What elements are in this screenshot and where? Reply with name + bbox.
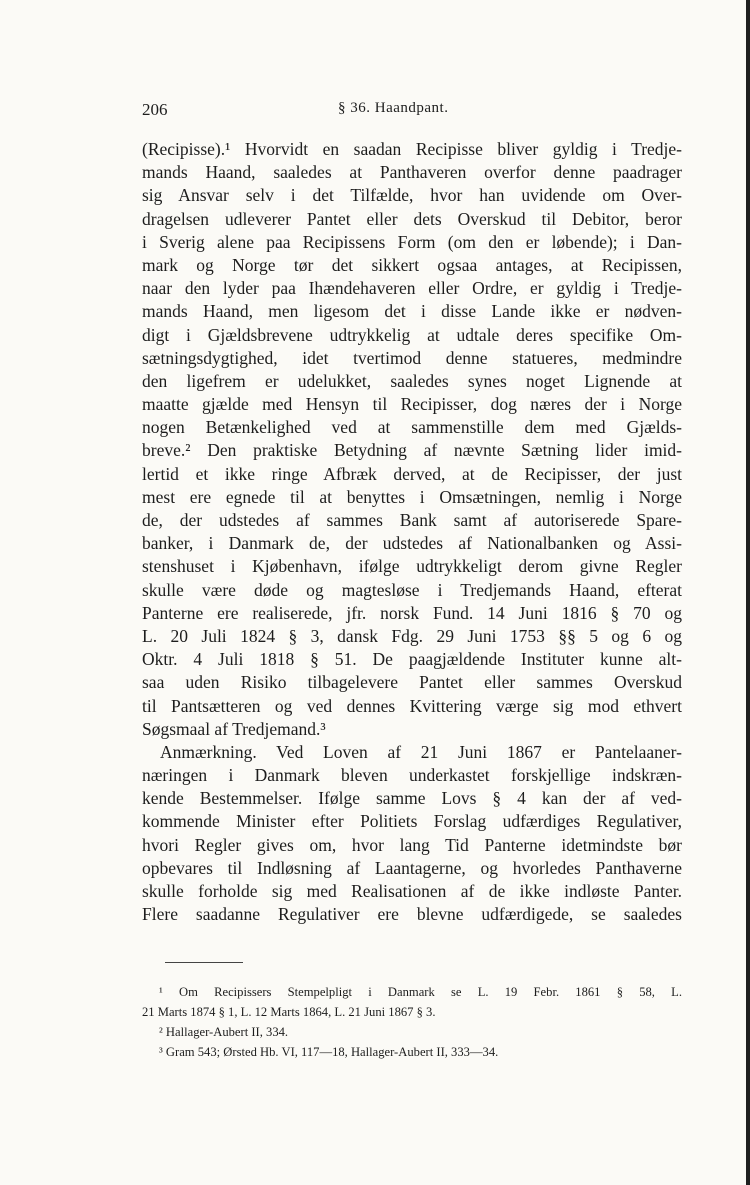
footnote-line: ¹ Om Recipissers Stempelpligt i Danmark se L. 19 Febr. 1861 § 58, L. — [159, 985, 682, 999]
text-line: opbevares til Indløsning af Laantagerne, og hvorledes Panthaverne — [142, 857, 682, 878]
footnote-divider — [165, 962, 243, 963]
text-line: kende Bestemmelser. Ifølge samme Lovs § 4 kan der af ved- — [142, 788, 682, 809]
text-line: mands Haand, saaledes at Panthaveren overfor denne paadrager — [142, 162, 682, 183]
text-line: naar den lyder paa Ihændehaveren eller Ordre, er gyldig i Tredje- — [142, 278, 682, 299]
text-line: til Pantsætteren og ved dennes Kvittering værge sig mod ethvert — [142, 695, 682, 716]
text-line: nogen Betænkelighed ved at sammenstille dem med Gjælds- — [142, 417, 682, 438]
text-line: sig Ansvar selv i det Tilfælde, hvor han uvidende om Over- — [142, 185, 682, 206]
text-line: Flere saadanne Regulativer ere blevne udfærdigede, se saaledes — [142, 904, 682, 925]
text-line: i Sverig alene paa Recipissens Form (om den er løbende); i Dan- — [142, 231, 682, 252]
text-line: næringen i Danmark bleven underkastet forskjellige indskræn- — [142, 765, 682, 786]
text-line: L. 20 Juli 1824 § 3, dansk Fdg. 29 Juni 1753 §§ 5 og 6 og — [142, 625, 682, 646]
body-text — [142, 138, 682, 926]
text-line: lertid et ikke ringe Afbræk derved, at de Recipisser, der just — [142, 463, 682, 484]
text-line: (Recipisse).¹ Hvorvidt en saadan Recipisse bliver gyldig i Tredje- — [142, 139, 682, 159]
text-line: kommende Minister efter Politiets Forslag udfærdiges Regulativer, — [142, 811, 682, 832]
text-line: mands Haand, men ligesom det i disse Lande ikke er nødven- — [142, 301, 682, 322]
text-line: saa uden Risiko tilbagelevere Pantet eller sammes Overskud — [142, 672, 682, 693]
text-line: den ligefrem er udelukket, saaledes synes noget Lignende at — [142, 370, 682, 391]
text-line: Oktr. 4 Juli 1818 § 51. De paagjældende Instituter kunne alt- — [142, 649, 682, 670]
page-edge — [746, 0, 750, 1185]
text-line-annotation: Anmærkning. Ved Loven af 21 Juni 1867 er Pantelaaner- — [160, 741, 682, 762]
text-line: banker, i Danmark de, der udstedes af Nationalbanken og Assi- — [142, 533, 682, 554]
text-line: maatte gjælde med Hensyn til Recipisser, dog næres der i Norge — [142, 394, 682, 415]
text-line: Søgsmaal af Tredjemand.³ — [142, 718, 326, 739]
text-line: skulle forholde sig med Realisationen af de ikke indløste Panter. — [142, 881, 682, 901]
running-head: § 36. Haandpant. — [338, 100, 449, 116]
footnote-line: ³ Gram 543; Ørsted Hb. VI, 117—18, Hallager-Aubert II, 333—34. — [159, 1045, 499, 1059]
text-line: de, der udstedes af sammes Bank samt af autoriserede Spare- — [142, 510, 682, 530]
text-line: sætningsdygtighed, idet tvertimod denne statueres, medmindre — [142, 347, 682, 368]
text-line: dragelsen udleverer Pantet eller dets Overskud til Debitor, beror — [142, 208, 682, 229]
text-line: hvori Regler gives om, hvor lang Tid Panterne idetmindste bør — [142, 834, 682, 855]
text-line: mark og Norge tør det sikkert ogsaa antages, at Recipissen, — [142, 254, 682, 275]
text-line: stenshuset i Kjøbenhavn, ifølge udtrykkeligt derom givne Regler — [142, 556, 682, 577]
text-line: skulle være døde og magtesløse i Tredjemands Haand, efterat — [142, 579, 682, 600]
footnote-line: 21 Marts 1874 § 1, L. 12 Marts 1864, L. 21 Juni 1867 § 3. — [142, 1005, 436, 1019]
footnote-line: ² Hallager-Aubert II, 334. — [159, 1025, 289, 1039]
text-line: mest ere egnede til at benyttes i Omsætningen, nemlig i Norge — [142, 486, 682, 507]
text-line: breve.² Den praktiske Betydning af nævnte Sætning lider imid- — [142, 440, 682, 461]
text-line: digt i Gjældsbrevene udtrykkelig at udtale deres specifike Om- — [142, 324, 682, 345]
footnotes — [142, 982, 682, 1062]
page-number: 206 — [142, 100, 168, 119]
text-line: Panterne ere realiserede, jfr. norsk Fund. 14 Juni 1816 § 70 og — [142, 602, 682, 623]
